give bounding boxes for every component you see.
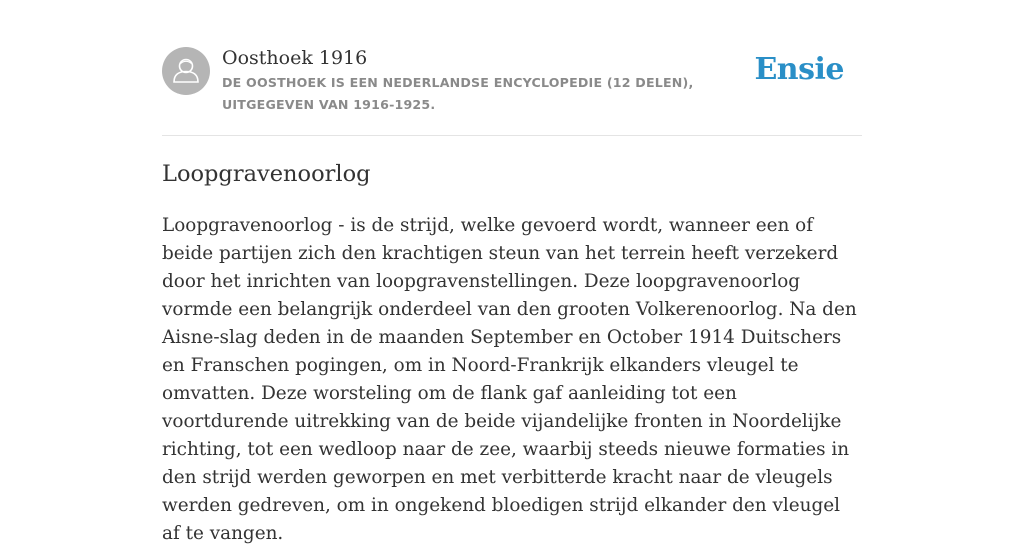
source-description: DE OOSTHOEK IS EEN NEDERLANDSE ENCYCLOPEDIE (12 DELEN), UITGEGEVEN VAN 1916-1925. bbox=[222, 75, 694, 112]
user-silhouette-icon bbox=[162, 47, 210, 95]
entry-title: Loopgravenoorlog bbox=[162, 161, 371, 187]
source-header bbox=[162, 44, 862, 136]
source-title[interactable]: Oosthoek 1916 bbox=[222, 47, 368, 69]
entry-body: Loopgravenoorlog - is de strijd, welke gevoerd wordt, wanneer een of beide partijen zich den krachtigen steun van het terrein heeft verzekerd door het inrichten van loopgravenstellingen. Deze loopgravenoorlog vormde een belangrijk onderdeel van den grooten Volkerenoorlog. Na den Aisne-slag deden in de maanden September en October 1914 Duitschers en Franschen pogingen, om in Noord-Frankrijk elkanders vleugel te omvatten. Deze worsteling om de flank gaf aanleiding tot een voortdurende uitrekking van de beide vijandelijke fronten in Noordelijke richting, tot een wedloop naar de zee, waarbij steeds nieuwe formaties in den strijd werden geworpen en met verbitterde kracht naar de vleugels werden gedreven, om in ongekend bloedigen strijd elkander den vleugel af te vangen. bbox=[162, 215, 857, 544]
header-divider bbox=[162, 135, 862, 136]
source-avatar[interactable] bbox=[162, 47, 210, 95]
ensie-logo[interactable]: Ensie bbox=[754, 52, 844, 87]
